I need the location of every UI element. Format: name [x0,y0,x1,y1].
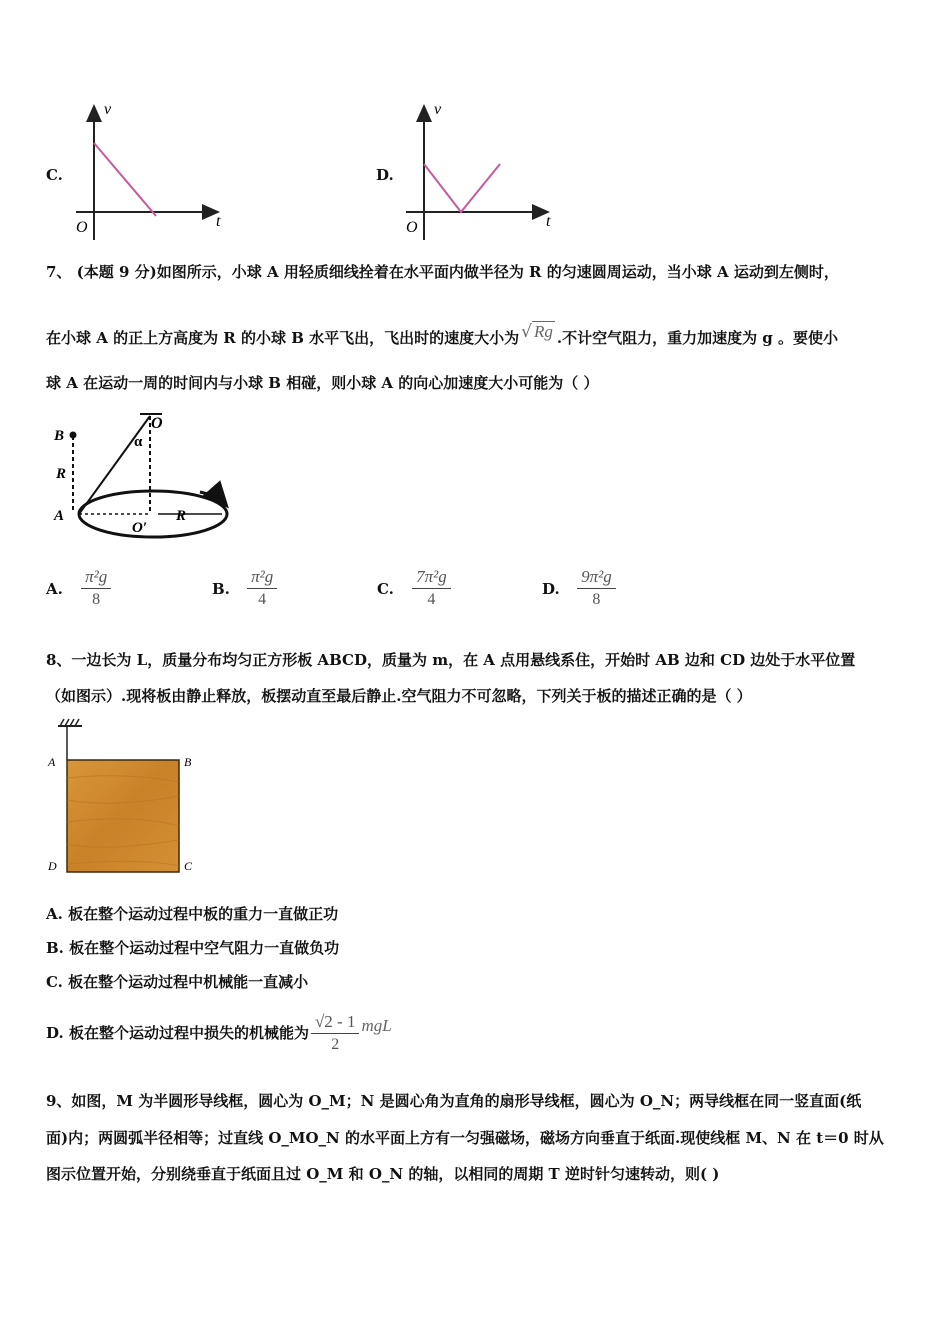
label-a: A [54,508,65,524]
option-c-label: C. [46,166,63,184]
q8-line1: 8、一边长为 L，质量分布均匀正方形板 ABCD，质量为 m，在 A 点用悬线系住，开始时 AB 边和 CD 边处于水平位置 [46,651,856,669]
ball-b [70,432,77,439]
option-d-label: D. [376,166,394,184]
velocity-line [94,143,156,216]
v-label: v [104,101,112,118]
ceiling-hatch [60,719,79,726]
t-label: t [216,213,221,230]
q8-option-c[interactable]: C. 板在整个运动过程中机械能一直减小 [46,973,309,991]
q9-line1: 9、如图，M 为半圆形导线框，圆心为 O_M；N 是圆心角为直角的扇形导线框，圆心为 O_N；两导线框在同一竖直面(纸 [46,1092,862,1110]
q7-line2-post: .不计空气阻力，重力加速度为 g 。要使小 [556,329,839,347]
label-b: B [54,428,65,444]
q7-line2-pre: 在小球 A 的正上方高度为 R 的小球 B 水平飞出，飞出时的速度大小为 [46,329,520,347]
q8-option-a[interactable]: A. 板在整个运动过程中板的重力一直做正功 [46,905,339,923]
q8-line2: （如图示）.现将板由静止释放，板摆动直至最后静止.空气阻力不可忽略，下列关于板的描述正确的是（ ） [46,687,752,705]
q9-line2: 面)内；两圆弧半径相等；过直线 O_MO_N 的水平面上方有一匀强磁场，磁场方向垂直于纸面.现使线框 M、N 在 t＝0 时从 [46,1129,884,1147]
velocity-line [424,164,500,212]
q8-option-d[interactable]: D. 板在整个运动过程中损失的机械能为 $\frac{√2 - 1}{2}$ mgL [46,1011,392,1053]
origin-label: O [406,219,418,236]
q7-line2 [46,322,838,348]
origin-label: O [76,219,88,236]
q9-line3: 图示位置开始，分别绕垂直于纸面且过 O_M 和 O_N 的轴，以相同的周期 T 逆时针匀速转动，则( ) [46,1165,720,1183]
label-o: O [151,415,163,432]
label-a: A [48,755,56,769]
t-label: t [546,213,551,230]
label-c: C [184,859,193,873]
label-b: B [184,755,192,769]
label-r-vertical: R [56,466,67,482]
q7-line3: 球 A 在运动一周的时间内与小球 B 相碰，则小球 A 的向心加速度大小可能为（ ） [46,374,599,392]
q7-option-c[interactable]: C. $\frac{\text{7π²g}}{4}$ [377,566,451,611]
label-alpha: α [134,434,143,450]
label-o-prime: O′ [132,520,148,536]
graph-c [70,98,230,248]
q7-figure [50,408,240,540]
label-d: D [48,859,57,873]
graph-d [400,98,560,248]
q8-option-b[interactable]: B. 板在整个运动过程中空气阻力一直做负功 [46,939,340,957]
v-label: v [434,101,442,118]
q8-figure [44,716,204,878]
string [79,416,150,514]
q7-line1: 7、 (本题 9 分)如图所示，小球 A 用轻质细线拴着在水平面内做半径为 R 的匀速圆周运动，当小球 A 运动到左侧时， [46,263,839,281]
q7-option-a[interactable]: A. $\frac{\text{π²g}}{8}$ [46,566,111,611]
label-r-horizontal: R [176,508,187,524]
q7-option-b[interactable]: B. $\frac{\text{π²g}}{4}$ [212,566,277,611]
q7-option-d[interactable]: D. $\frac{\text{9π²g}}{8}$ [542,566,616,611]
sqrt-expression: √ Rg [521,322,553,342]
